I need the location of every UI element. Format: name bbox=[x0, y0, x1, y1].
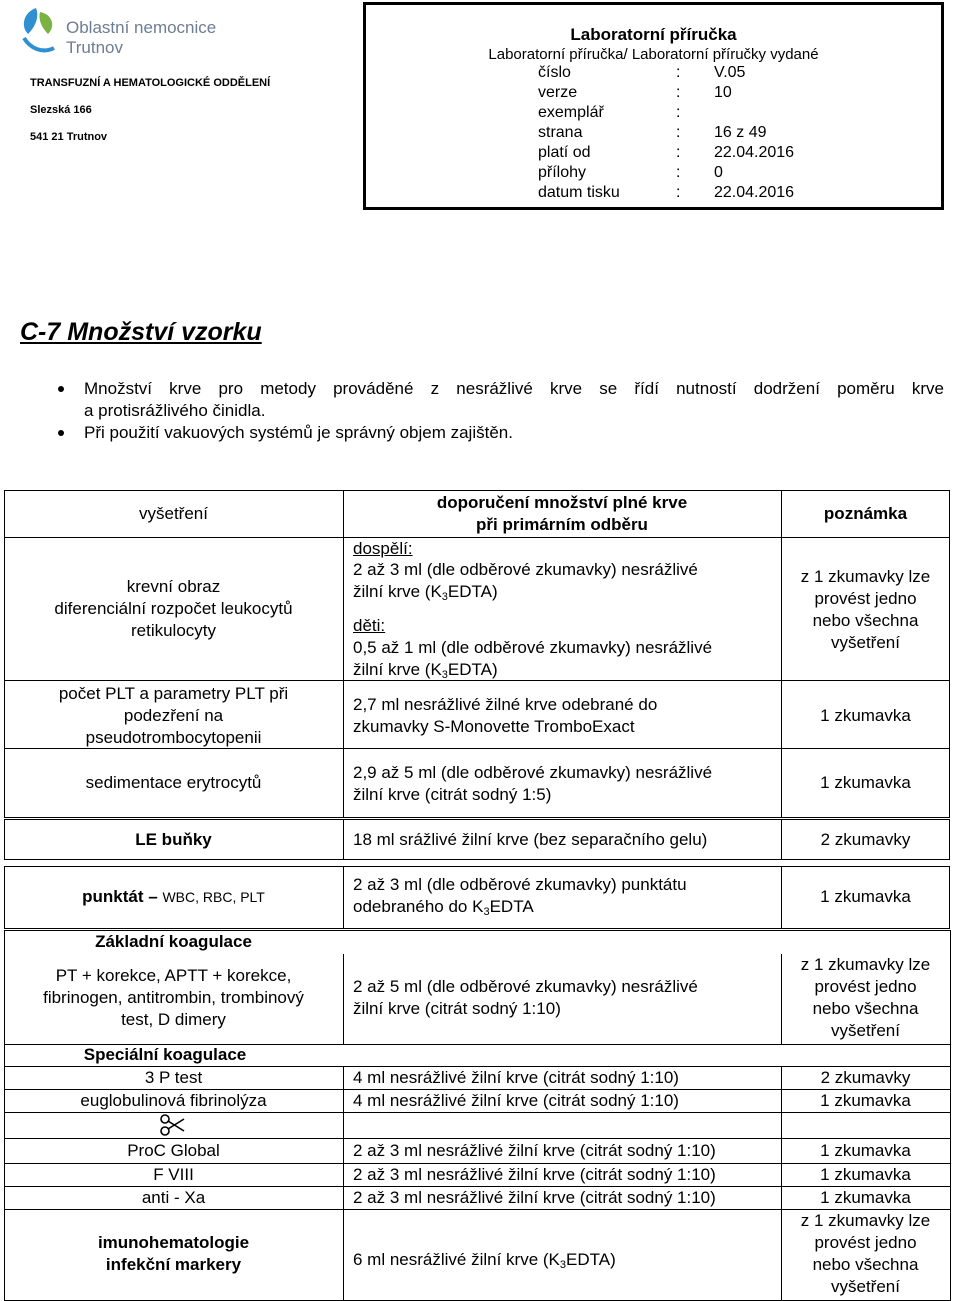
special-coag-note: 1 zkumavka bbox=[820, 1091, 911, 1110]
immuno-note: z 1 zkumavky lze bbox=[800, 1211, 931, 1230]
punctate-exam: punktát – WBC, RBC, PLT bbox=[82, 887, 265, 906]
table-cell-note: nebo všechna bbox=[812, 611, 919, 630]
basic-coag-note: z 1 zkumavky lze bbox=[800, 955, 931, 974]
header-title: Laboratorní příručka bbox=[570, 25, 737, 44]
department-street: Slezská 166 bbox=[30, 104, 92, 116]
special-coag-exam: ProC Global bbox=[127, 1141, 220, 1160]
table-cell-exam: počet PLT a parametry PLT při bbox=[58, 684, 289, 703]
basic-coag-note: nebo všechna bbox=[812, 999, 919, 1018]
table-cell-amount: 2 až 3 ml (dle odběrové zkumavky) nesrážlivé bbox=[353, 560, 698, 579]
logo-mark-icon bbox=[14, 4, 62, 60]
table-cell-amount: žilní krve $(K_3EDTA)$ bbox=[353, 582, 498, 603]
immuno-exam: infekční markery bbox=[105, 1255, 242, 1274]
table-head-note: poznámka bbox=[823, 504, 908, 523]
special-coag-amount: 4 ml nesrážlivé žilní krve (citrát sodný 1:10) bbox=[353, 1091, 679, 1110]
table-cell-exam: podezření na bbox=[123, 706, 224, 725]
bullet-dot-icon bbox=[58, 386, 64, 392]
special-coag-note: 1 zkumavka bbox=[820, 1141, 911, 1160]
special-coag-exam: anti - Xa bbox=[141, 1188, 206, 1207]
punctate-note: 1 zkumavka bbox=[820, 887, 911, 906]
special-coag-note: 1 zkumavka bbox=[820, 1188, 911, 1207]
header-row-page: strana : 16 z 49 bbox=[538, 124, 767, 141]
department-city: 541 21 Trutnov bbox=[30, 131, 108, 143]
special-coag-exam: euglobulinová fibrinolýza bbox=[80, 1091, 267, 1110]
hospital-logo bbox=[14, 4, 264, 64]
bullet-dot-icon bbox=[58, 430, 64, 436]
table-cell-note: 1 zkumavka bbox=[820, 773, 911, 792]
table-cell-amount: 2,7 ml nesrážlivé žilné krve odebrané do bbox=[353, 695, 658, 714]
immuno-amount: 6 ml nesrážlivé žilní krve $(K_3EDTA)$ bbox=[353, 1250, 616, 1271]
immuno-note: nebo všechna bbox=[812, 1255, 919, 1274]
basic-coag-exam: PT + korekce, APTT + korekce, bbox=[55, 966, 292, 985]
table-cell-exam: diferenciální rozpočet leukocytů bbox=[54, 599, 293, 618]
basic-coag-amount: 2 až 5 ml (dle odběrové zkumavky) nesrážlivé bbox=[353, 977, 698, 996]
le-note: 2 zkumavky bbox=[820, 830, 911, 849]
immuno-exam: imunohematologie bbox=[97, 1233, 250, 1252]
table-cell-note: provést jedno bbox=[814, 589, 917, 608]
table-cell-note: z 1 zkumavky lze bbox=[800, 567, 931, 586]
le-exam: LE buňky bbox=[135, 830, 212, 849]
special-coag-amount: 2 až 3 ml nesrážlivé žilní krve (citrát sodný 1:10) bbox=[353, 1141, 716, 1160]
basic-coag-exam: fibrinogen, antitrombin, trombinový bbox=[43, 988, 304, 1007]
logo-text-line2: Trutnov bbox=[66, 38, 124, 57]
basic-coag-exam: test, D dimery bbox=[121, 1010, 226, 1029]
header-subtitle: Laboratorní příručka/ Laboratorní příručky vydané bbox=[488, 46, 819, 63]
immuno-note: vyšetření bbox=[831, 1277, 900, 1296]
document-header-box bbox=[363, 2, 944, 210]
basic-coag-amount: žilní krve (citrát sodný 1:10) bbox=[353, 999, 561, 1018]
label-adults: dospělí: bbox=[353, 539, 413, 558]
header-row-print-date: datum tisku : 22.04.2016 bbox=[538, 184, 795, 201]
table-cell-exam: krevní obraz bbox=[126, 577, 221, 596]
basic-coag-note: provést jedno bbox=[814, 977, 917, 996]
logo-text-line1: Oblastní nemocnice bbox=[66, 18, 217, 37]
header-row-copy: exemplář : bbox=[538, 104, 681, 121]
special-coag-exam: 3 P test bbox=[144, 1068, 203, 1087]
section-title: C-7 Množství vzorku bbox=[20, 318, 262, 346]
special-coag-amount: 4 ml nesrážlivé žilní krve (citrát sodný 1:10) bbox=[353, 1068, 679, 1087]
label-kids: děti: bbox=[353, 616, 386, 635]
special-coag-title: Speciální koagulace bbox=[83, 1045, 247, 1064]
immuno-note: provést jedno bbox=[814, 1233, 917, 1252]
table-cell-exam: pseudotrombocytopenii bbox=[85, 728, 262, 747]
header-row-version: verze : 10 bbox=[538, 84, 732, 101]
le-amount: 18 ml srážlivé žilní krve (bez separačního gelu) bbox=[353, 830, 708, 849]
table-cell-amount: žilní krve $(K_3EDTA)$ bbox=[353, 660, 498, 681]
punctate-amount: 2 až 3 ml (dle odběrové zkumavky) punktátu bbox=[353, 875, 687, 894]
basic-coag-title: Základní koagulace bbox=[95, 932, 252, 951]
table-head-amount-1: doporučení množství plné krve bbox=[436, 493, 688, 512]
table-cell-amount: zkumavky S-Monovette TromboExact bbox=[353, 717, 635, 736]
department-name: TRANSFUZNÍ A HEMATOLOGICKÉ ODDĚLENÍ bbox=[30, 77, 271, 89]
header-row-attachments: přílohy : 0 bbox=[538, 164, 723, 181]
special-coag-amount: 2 až 3 ml nesrážlivé žilní krve (citrát sodný 1:10) bbox=[353, 1165, 716, 1184]
header-row-valid-from: platí od : 22.04.2016 bbox=[538, 144, 795, 161]
table-cell-exam: sedimentace erytrocytů bbox=[85, 773, 262, 792]
table-cell-note: vyšetření bbox=[831, 633, 900, 652]
table-cell-amount: 0,5 až 1 ml (dle odběrové zkumavky) nesrážlivé bbox=[353, 638, 713, 657]
table-cell-amount: žilní krve (citrát sodný 1:5) bbox=[353, 785, 552, 804]
table-cell-exam: retikulocyty bbox=[130, 621, 217, 640]
table-head-amount-2: při primárním odběru bbox=[476, 515, 648, 534]
special-coag-note: 1 zkumavka bbox=[820, 1165, 911, 1184]
table-cell-note: 1 zkumavka bbox=[820, 706, 911, 725]
punctate-amount: odebraného do $K_3EDTA$ bbox=[353, 897, 534, 918]
header-row-number: číslo : V.05 bbox=[538, 64, 746, 81]
special-coag-note: 2 zkumavky bbox=[820, 1068, 911, 1087]
table-head-exam: vyšetření bbox=[139, 504, 208, 523]
basic-coag-note: vyšetření bbox=[831, 1021, 900, 1040]
special-coag-exam: F VIII bbox=[153, 1165, 194, 1184]
special-coag-amount: 2 až 3 ml nesrážlivé žilní krve (citrát sodný 1:10) bbox=[353, 1188, 716, 1207]
table-cell-amount: 2,9 až 5 ml (dle odběrové zkumavky) nesrážlivé bbox=[353, 763, 713, 782]
